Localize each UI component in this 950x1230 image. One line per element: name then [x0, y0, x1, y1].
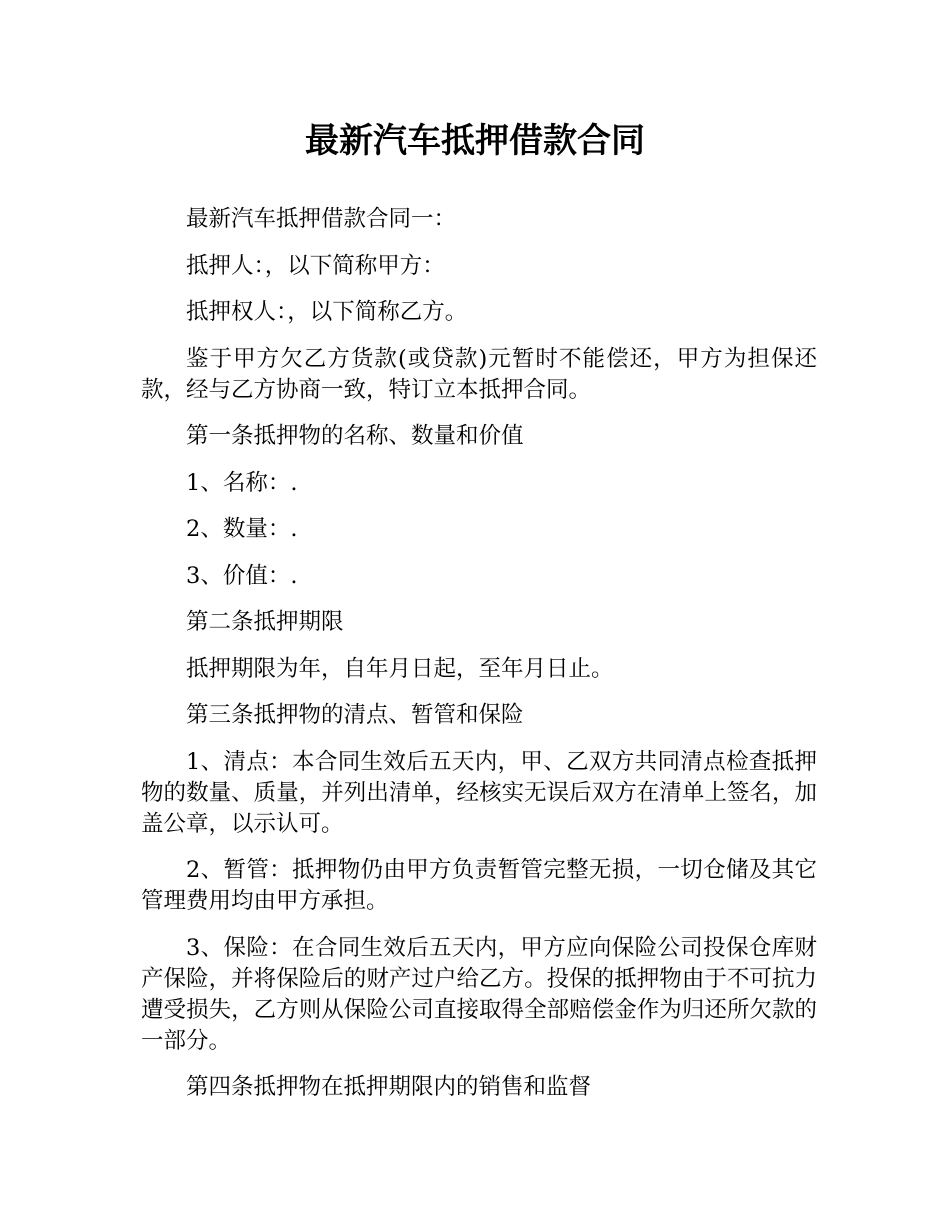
article-3-item-insurance: 3、保险：在合同生效后五天内，甲方应向保险公司投保仓库财产保险，并将保险后的财产过户给乙方。投保的抵押物由于不可抗力遭受损失，乙方则从保险公司直接取得全部赔偿金作为归还所欠款的一部分。	[141, 934, 817, 1054]
article-1-heading: 第一条抵押物的名称、数量和价值	[186, 423, 524, 449]
document-title: 最新汽车抵押借款合同	[305, 121, 645, 161]
article-2-term: 抵押期限为年，自年月日起，至年月日止。	[186, 655, 614, 682]
article-3-heading: 第三条抵押物的清点、暂管和保险	[186, 702, 524, 728]
article-3-item-inventory: 1、清点：本合同生效后五天内，甲、乙双方共同清点检查抵押物的数量、质量，并列出清单，经核实无误后双方在清单上签名，加盖公章，以示认可。	[141, 748, 817, 837]
article-3-item-custody: 2、暂管：抵押物仍由甲方负责暂管完整无损，一切仓储及其它管理费用均由甲方承担。	[141, 857, 817, 914]
article-1-item-name: 1、名称：.	[186, 469, 298, 496]
paragraph-mortgagee: 抵押权人：，以下简称乙方。	[186, 299, 468, 325]
article-4-heading: 第四条抵押物在抵押期限内的销售和监督	[186, 1074, 592, 1100]
article-2-heading: 第二条抵押期限	[186, 609, 344, 635]
paragraph-mortgagor: 抵押人：，以下简称甲方：	[186, 252, 445, 279]
paragraph-intro: 最新汽车抵押借款合同一：	[186, 206, 457, 232]
document-body	[141, 204, 817, 1119]
article-1-item-quantity: 2、数量：.	[186, 516, 298, 542]
article-1-item-value: 3、价值：.	[186, 562, 298, 589]
paragraph-preamble: 鉴于甲方欠乙方货款(或贷款)元暂时不能偿还，甲方为担保还款，经与乙方协商一致，特订立本抵押合同。	[141, 345, 817, 403]
